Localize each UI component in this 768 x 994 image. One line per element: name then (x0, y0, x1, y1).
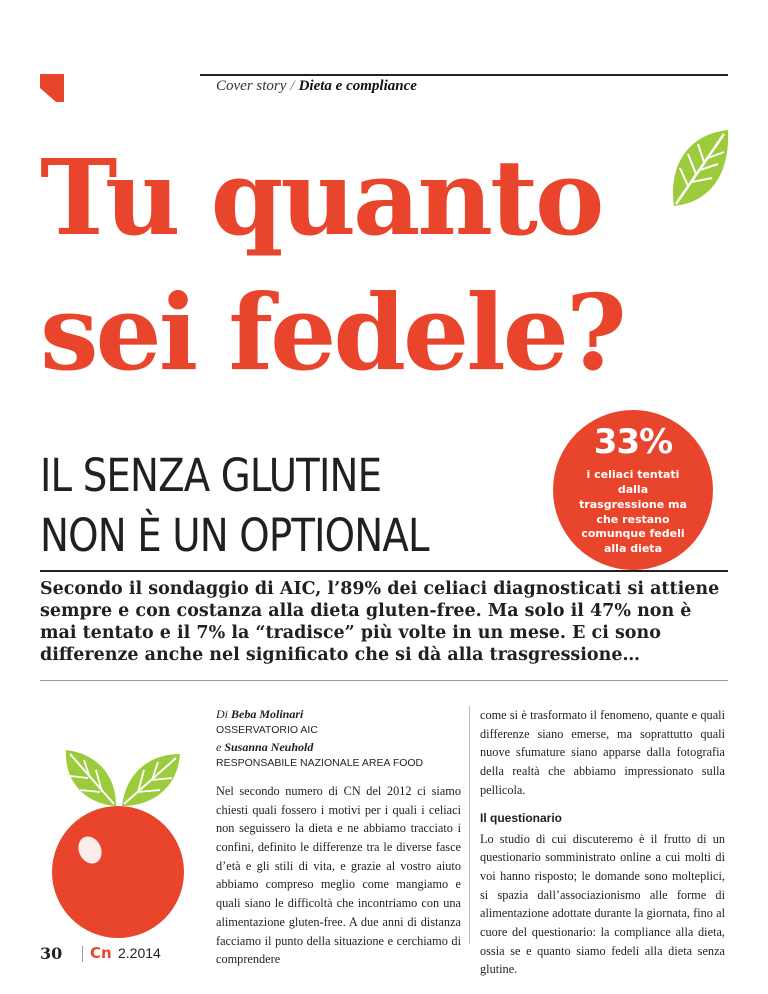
body-paragraph-2: Lo studio di cui discuteremo è il frutto di un questionario somministrato online a cui molti di voi hanno risposto; le domande sono molteplici, si spazia dall’associazionismo alle forme di alimentazione adottate durante la giornata, fino al cuore del questionario: la compliance alla dieta, ossia se e quanto siamo fedeli alla dieta senza glutine. (480, 831, 725, 977)
headline (40, 130, 730, 400)
byline-prefix-1: Di (216, 707, 228, 721)
leaf-icon (668, 126, 732, 210)
subheadline (40, 446, 487, 567)
author-name-1: Beba Molinari (231, 707, 304, 721)
headline-line-2: sei fedele? (40, 271, 624, 395)
subheadline-line-1: IL SENZA GLUTINE (40, 449, 382, 502)
headline-line-1: Tu quanto (40, 136, 602, 259)
column-divider (469, 706, 470, 944)
orange-icon (40, 740, 196, 940)
body-paragraph: come si è trasformato il fenomeno, quante e quali differenze siano emerse, ma soprattutto quali nuove sfumature siano apparse dalla fotografia della realtà che abbiamo impressionato sulla pellicola. (480, 708, 725, 797)
section-tab-marker (40, 74, 200, 102)
author-role-1: OSSERVATORIO AIC (216, 724, 318, 737)
lead-top-rule (40, 570, 728, 572)
section-label (216, 78, 417, 95)
section-separator: / (290, 78, 295, 94)
section-topic: Dieta e compliance (298, 78, 417, 94)
magazine-logo: Cn (90, 944, 112, 962)
footer-divider (82, 946, 83, 962)
subsection-heading: Il questionario (480, 811, 563, 826)
lead-bottom-rule (40, 680, 728, 681)
author-role-2: RESPONSABILE NAZIONALE AREA FOOD (216, 757, 424, 769)
byline (216, 706, 461, 771)
stat-value: 33% (593, 422, 673, 462)
stat-badge (553, 410, 713, 570)
byline-prefix-2: e (216, 739, 222, 754)
body-column-1: Nel secondo numero di CN del 2012 ci siamo chiesti quali fossero i motivi per i quali i celiaci non seguissero la dieta e ne abbiamo tracciato i confini, definito le differenze tra le diverse fasce d’età e gli stili di vita, e grazie al vostro aiuto abbiamo compreso meglio come mangiamo e quali siano le difficoltà che incontriamo con una alimentazione gluten-free. A due anni di distanza facciamo il punto della situazione e cerchiamo di comprendere (216, 784, 461, 967)
body-column-2 (480, 706, 725, 979)
issue-number: 2.2014 (118, 945, 161, 961)
subheadline-line-2: NON È UN OPTIONAL (40, 509, 429, 563)
stat-caption: i celiaci tentati dalla trasgressione ma che restano comunque fedeli alla dieta (579, 468, 687, 556)
lead-paragraph: Secondo il sondaggio di AIC, l’89% dei celiaci diagnosticati si attiene sempre e con costanza alla dieta gluten-free. Ma solo il 47% non è mai tentato e il 7% la “tradisce” più volte in un mese. E ci sono differenze anche nel significato che si dà alla trasgressione… (40, 579, 720, 666)
section-name: Cover story (216, 78, 287, 94)
author-name-2: Susanna Neuhold (224, 739, 314, 754)
page-number: 30 (40, 944, 63, 963)
